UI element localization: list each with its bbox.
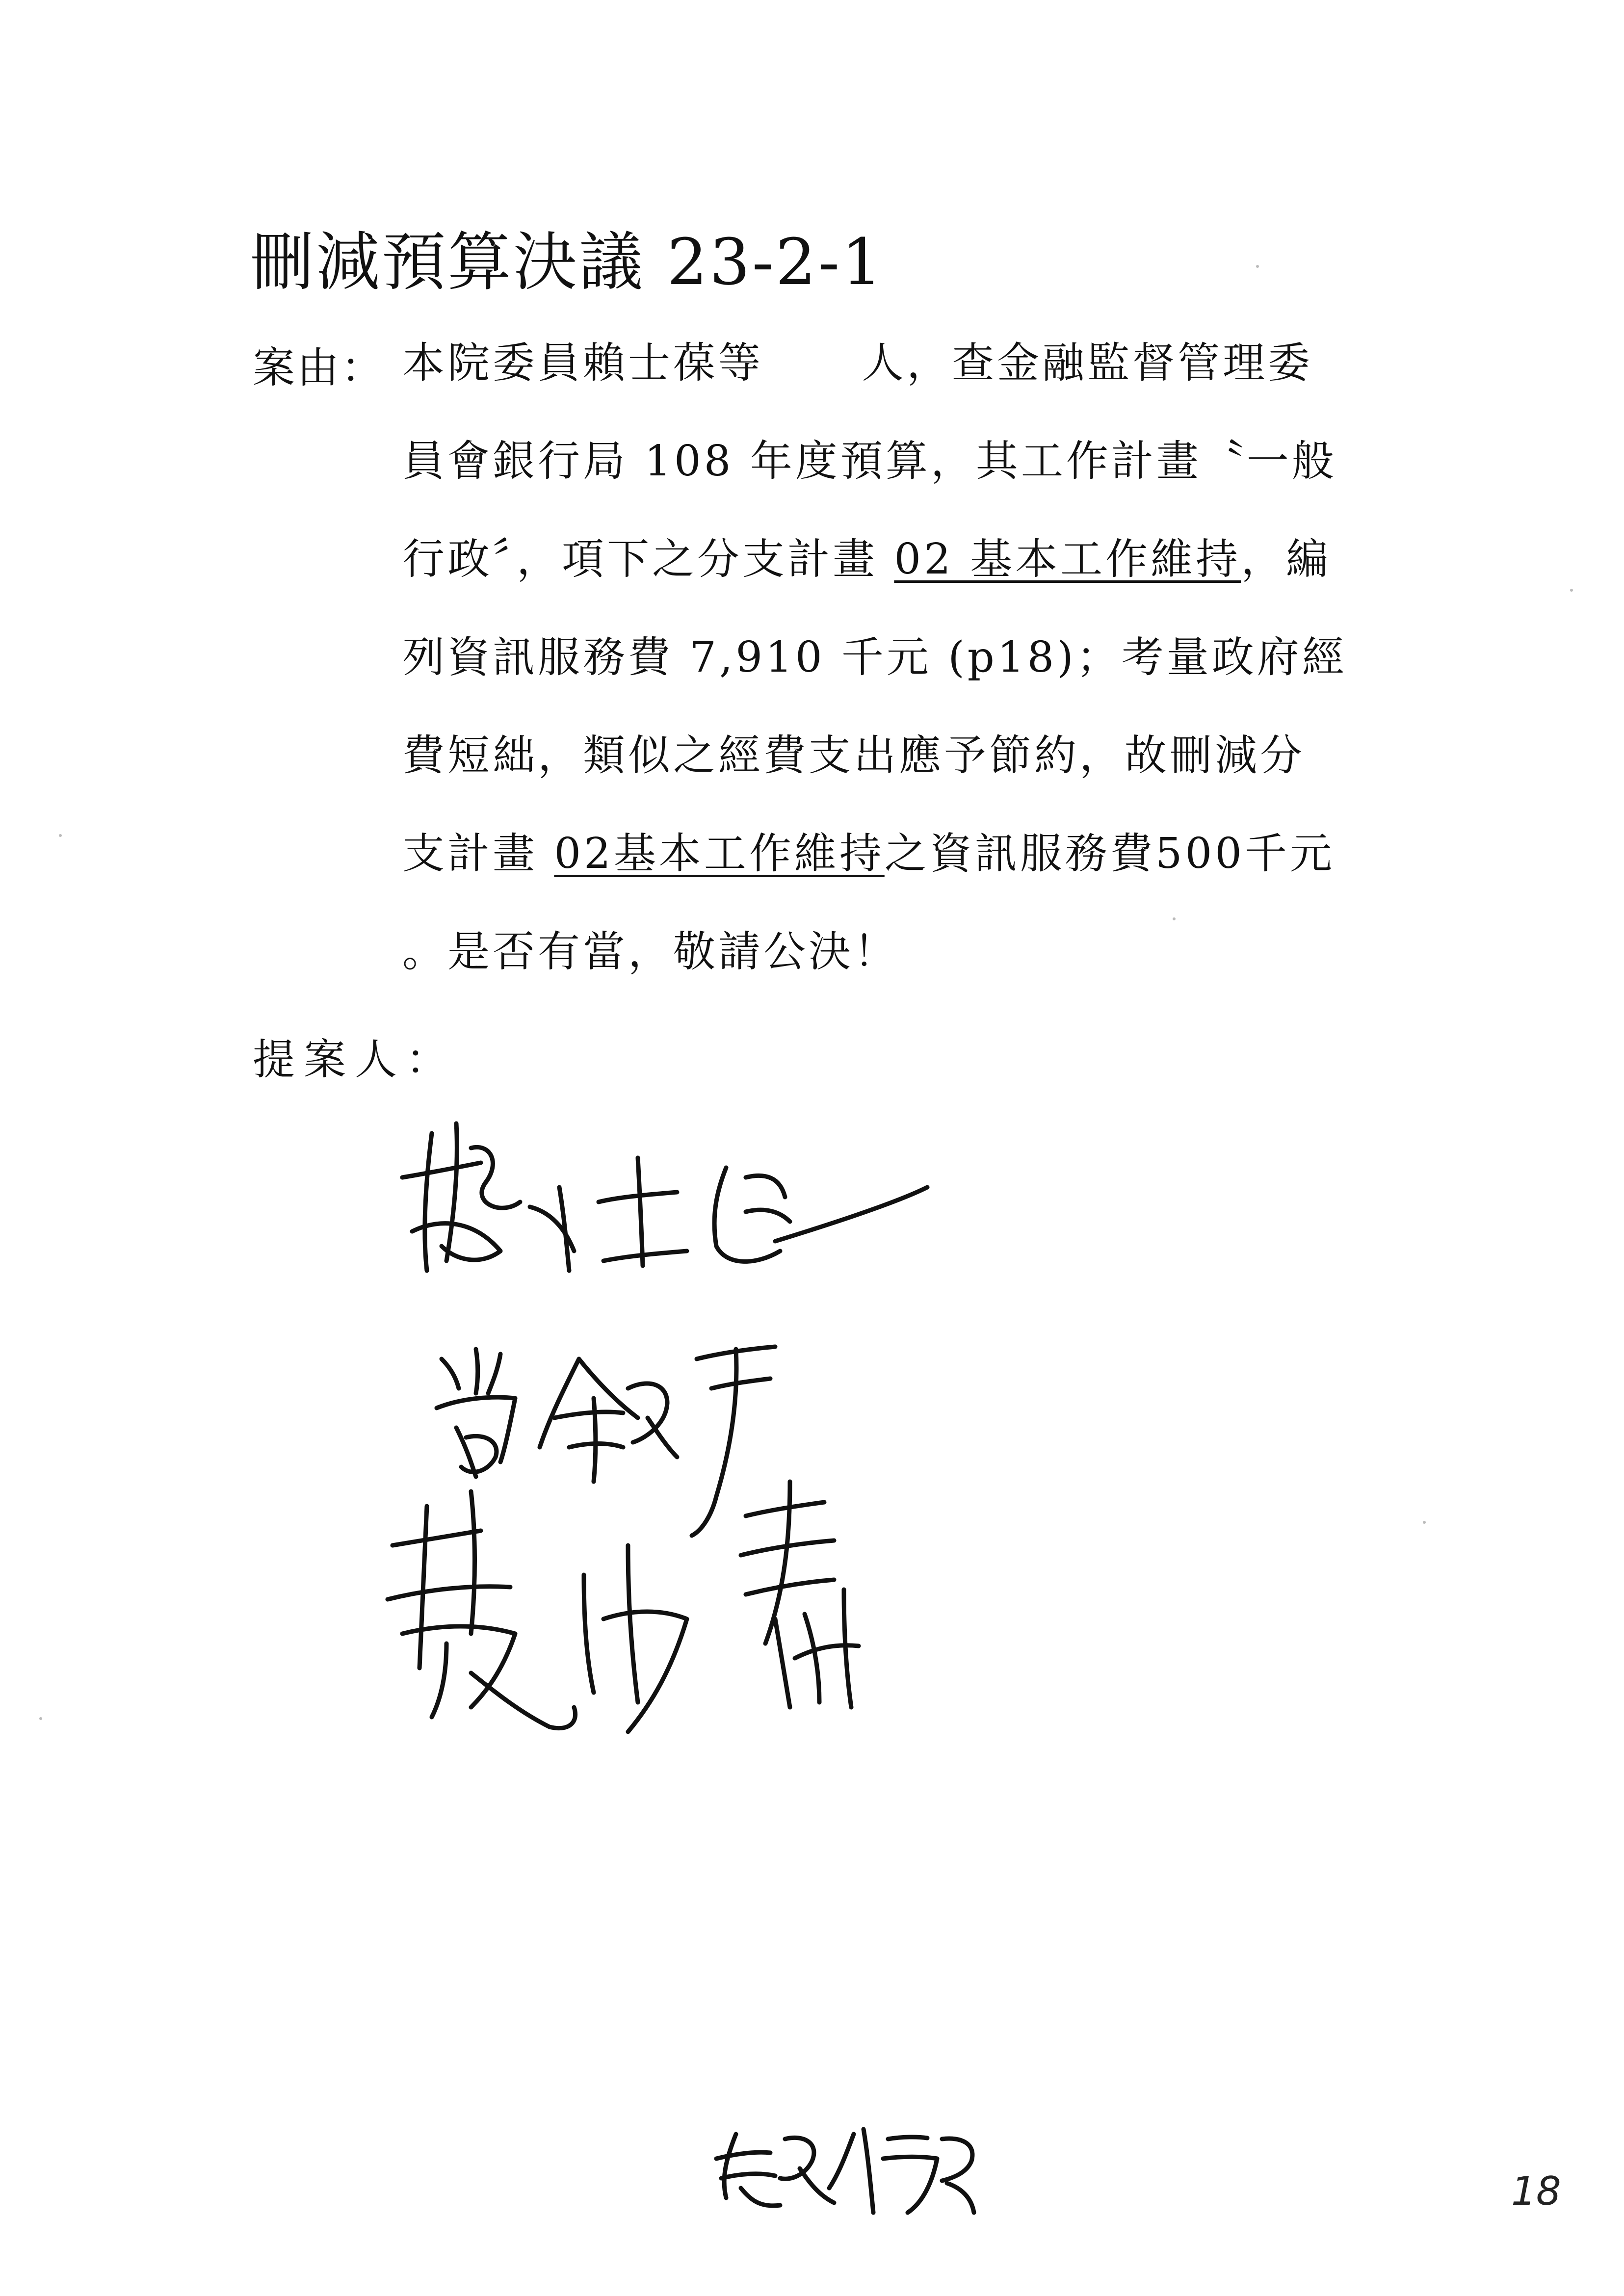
case-line-6-a: 支計畫	[402, 829, 554, 878]
document-title: 刪減預算決議 23-2-1	[250, 225, 885, 299]
case-line-6	[402, 824, 1393, 922]
case-line-3-b: ，編	[1241, 535, 1332, 584]
case-line-1-b: 人，查金融監督管理委	[862, 339, 1313, 388]
case-line-1-a: 本院委員賴士葆等	[402, 339, 763, 388]
proposer-label: 提案人：	[253, 1035, 457, 1084]
case-line-6-underlined: 02基本工作維持	[554, 829, 885, 878]
case-line-1	[402, 334, 1393, 432]
signature-1	[402, 1123, 927, 1271]
footer-signature	[707, 2114, 981, 2218]
signature-3	[388, 1482, 859, 1732]
case-line-6-b: 之資訊服務費500千元	[884, 829, 1335, 878]
case-line-3-underlined: 02 基本工作維持	[894, 535, 1241, 584]
case-label: 案由：	[253, 343, 385, 392]
case-body	[402, 334, 1393, 1020]
case-line-7: 。是否有當，敬請公決！	[402, 927, 899, 976]
signature-2	[437, 1347, 775, 1536]
case-line-2: 員會銀行局 108 年度預算，其工作計畫〝一般	[402, 437, 1337, 486]
case-line-5: 費短絀，類似之經費支出應予節約，故刪減分	[402, 731, 1305, 780]
page-number: 18	[1511, 2168, 1561, 2214]
case-line-3	[402, 530, 1393, 628]
case-line-4: 列資訊服務費 7,910 千元 (p18)；考量政府經	[402, 633, 1347, 682]
case-line-3-a: 行政〞，項下之分支計畫	[402, 535, 894, 584]
signatures	[373, 1104, 1011, 1766]
